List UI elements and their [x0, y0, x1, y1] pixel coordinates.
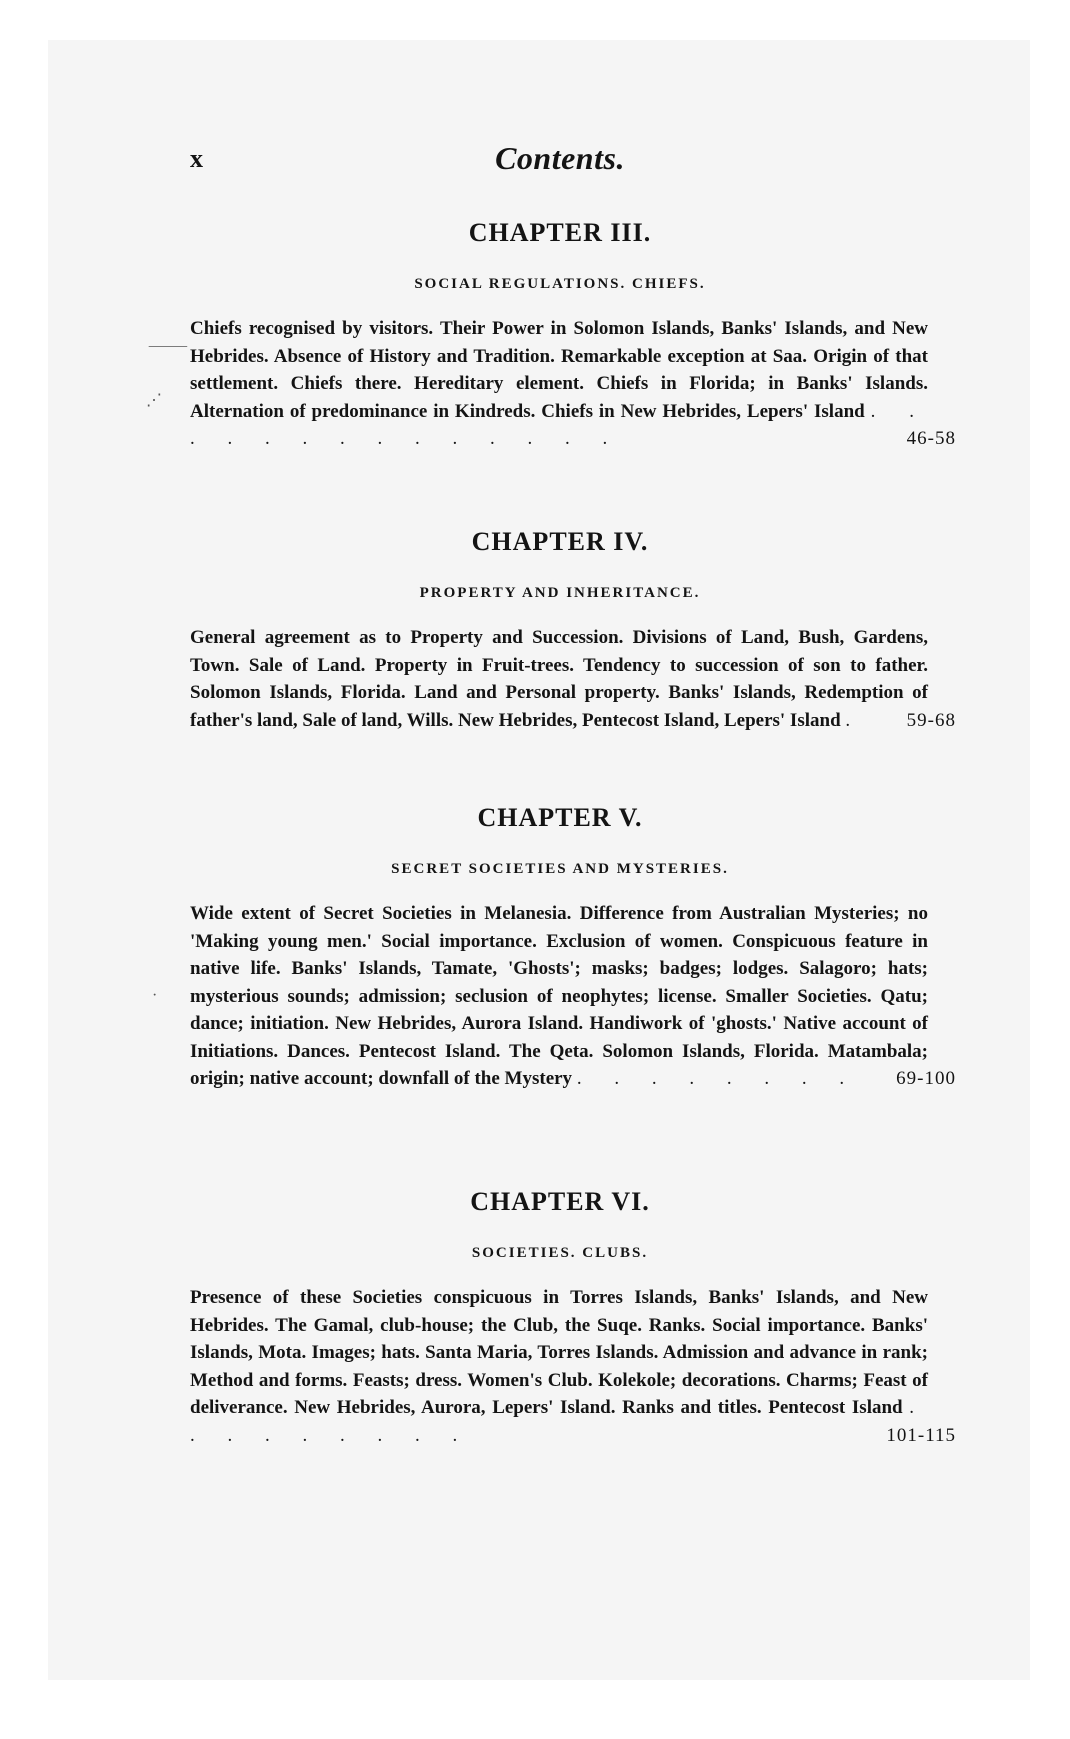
chapter-v	[152, 803, 956, 1112]
chapter-subtitle: SECRET SOCIETIES AND MYSTERIES.	[391, 861, 729, 877]
chapter-title: CHAPTER V.	[477, 803, 643, 832]
chapter-vi	[190, 1187, 956, 1468]
pencil-mark: ⸻	[148, 338, 188, 355]
chapter-title: CHAPTER IV.	[471, 527, 649, 556]
dot-leader: . . . . . . . .	[576, 1068, 859, 1089]
summary-text: Wide extent of Secret Societies in Melanesia. Difference from Australian Mysteries; no 'Making young men.' Social importance. Exclusion of women. Conspicuous feature in native life. Banks' Islands, Tamate, 'Ghosts'; masks; badges; lodges. Salagoro; hats; mysterious sounds; admission; seclusion of neophytes; license. Smaller Societies. Qatu; dance; initiation. New Hebrides, Aurora Island. Handiwork of 'ghosts.' Native account of Initiations. Dances. Pentecost Island. The Qeta. Solomon Islands, Florida. Matambala; origin; native account; downfall of the Mystery	[190, 903, 928, 1089]
pencil-mark: ·	[152, 987, 158, 1004]
chapter-summary	[152, 900, 956, 1093]
chapter-subtitle: PROPERTY AND INHERITANCE.	[419, 585, 701, 601]
chapter-subtitle: SOCIETIES. CLUBS.	[471, 1245, 649, 1261]
page-number: x	[190, 144, 203, 173]
running-title: Contents.	[495, 140, 625, 176]
chapter-iii	[146, 218, 956, 472]
summary-text: General agreement as to Property and Succession. Divisions of Land, Bush, Gardens, Town. Sale of Land. Property in Fruit-trees. Tendency to succession of son to father. Solomon Islands, Florida. Land and Personal property. Banks' Islands, Redemption of father's land, Sale of land, Wills. New Hebrides, Pentecost Island, Lepers' Island	[190, 627, 928, 731]
page-range: 59-68	[906, 709, 956, 731]
dot-leader: .	[845, 709, 865, 731]
chapter-summary	[146, 315, 956, 453]
chapter-title: CHAPTER VI.	[470, 1187, 650, 1216]
page-range: 101-115	[886, 1424, 956, 1446]
dot-leader: . . . . . . . . . . . . . .	[190, 400, 929, 449]
page-header	[190, 140, 930, 180]
summary-text: Chiefs recognised by visitors. Their Power in Solomon Islands, Banks' Islands, and New Hebrides. Absence of History and Tradition. Remarkable exception at Saa. Origin of that settlement. Chiefs there. Hereditary element. Chiefs in Florida; in Banks' Islands. Alternation of predominance in Kindreds. Chiefs in New Hebrides, Lepers' Island	[190, 318, 928, 422]
chapter-iv	[190, 527, 956, 753]
dot-leader: . . . . . . . . .	[190, 1397, 929, 1446]
chapter-subtitle: SOCIAL REGULATIONS. CHIEFS.	[414, 276, 706, 292]
chapter-summary	[190, 624, 956, 734]
page-range: 46-58	[906, 428, 956, 449]
page-range: 69-100	[896, 1068, 956, 1089]
chapter-summary	[190, 1284, 956, 1449]
pencil-mark: ⋰	[146, 392, 162, 409]
summary-text: Presence of these Societies conspicuous in Torres Islands, Banks' Islands, and New Hebrides. The Gamal, club-house; the Club, the Suqe. Ranks. Social importance. Banks' Islands, Mota. Images; hats. Santa Maria, Torres Islands. Admission and advance in rank; Method and forms. Feasts; dress. Women's Club. Kolekole; decorations. Charms; Feast of deliverance. New Hebrides, Aurora, Lepers' Island. Ranks and titles. Pentecost Island	[190, 1287, 928, 1418]
chapter-title: CHAPTER III.	[468, 218, 652, 247]
